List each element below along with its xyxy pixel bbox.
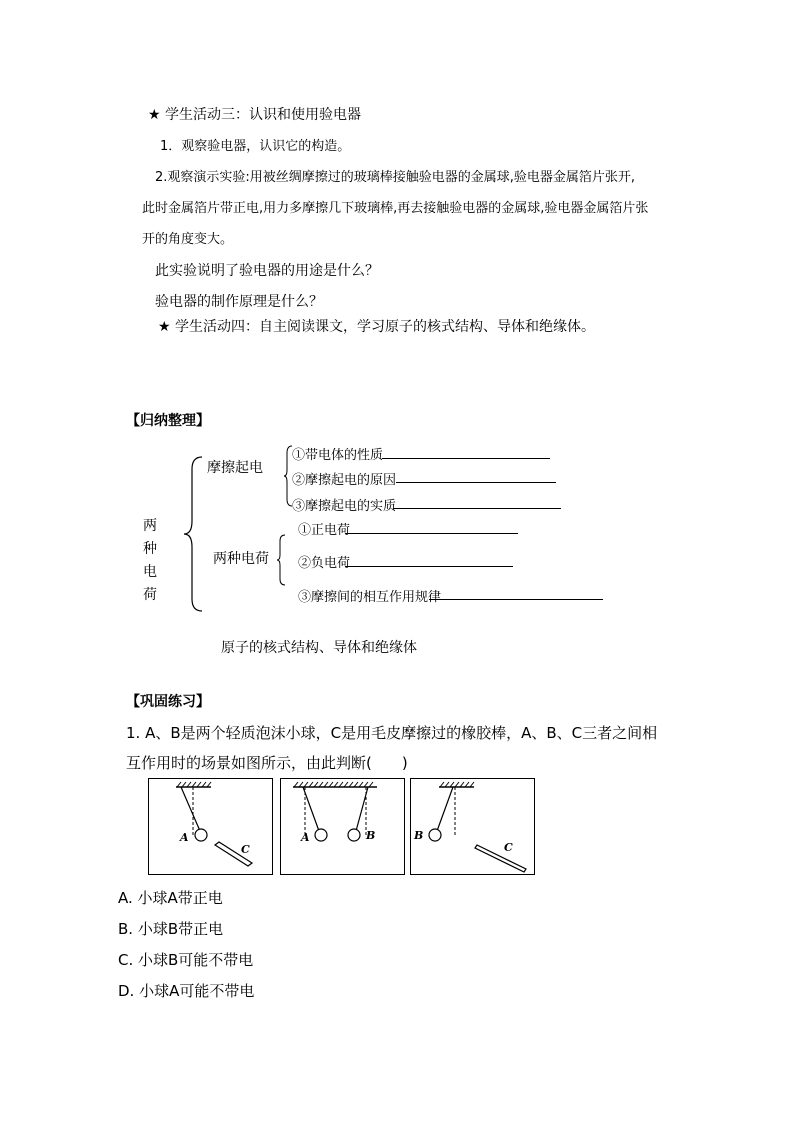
activity3-heading: ★ 学生活动三：认识和使用验电器	[148, 107, 362, 123]
root-char-2: 种	[143, 541, 157, 557]
figure-panel-3	[410, 778, 535, 875]
branch1-item3: ③摩擦起电的实质	[292, 499, 397, 514]
branch2-label: 两种电荷	[213, 551, 269, 567]
branch1-item2: ②摩擦起电的原因	[292, 473, 397, 488]
activity3-item2-line3: 开的角度变大。	[142, 232, 234, 247]
branch2-item2-blank	[345, 566, 513, 567]
activity3-item2-line2: 此时金属箔片带正电,用力多摩擦几下玻璃棒,再去接触验电器的金属球,验电器金属箔片张	[142, 201, 649, 216]
branch2-item2: ②负电荷	[298, 556, 351, 571]
option-d[interactable]: D. 小球A可能不带电	[118, 982, 255, 1000]
big-brace-icon	[182, 455, 204, 613]
figure-panel-1	[148, 778, 273, 875]
fig1-label-c: C	[241, 843, 250, 856]
fig2-label-a: A	[301, 831, 310, 844]
figure-panel-2	[280, 778, 405, 875]
root-char-4: 荷	[143, 587, 157, 603]
branch2-item1-blank	[345, 533, 518, 534]
small-brace-2-icon	[276, 534, 286, 586]
option-c[interactable]: C. 小球B可能不带电	[118, 951, 254, 969]
fig3-label-c: C	[504, 841, 513, 854]
branch1-item1-blank	[382, 458, 550, 459]
activity3-item1: 1．观察验电器，认识它的构造。	[160, 139, 351, 154]
branch2-item3: ③摩擦间的相互作用规律	[298, 590, 442, 605]
practice-question-line1: 1. A、B是两个轻质泡沫小球，C是用毛皮摩擦过的橡胶棒，A、B、C三者之间相	[126, 724, 658, 742]
activity3-question2: 验电器的制作原理是什么？	[155, 294, 323, 310]
root-char-1: 两	[143, 518, 157, 534]
branch2-item3-blank	[429, 599, 603, 600]
fig2-label-b: B	[366, 829, 376, 842]
activity3-question1: 此实验说明了验电器的用途是什么？	[155, 263, 379, 279]
activity4-heading: ★ 学生活动四：自主阅读课文，学习原子的核式结构、导体和绝缘体。	[158, 319, 595, 335]
branch1-item2-blank	[396, 482, 556, 483]
branch1-item1: ①带电体的性质	[292, 448, 384, 463]
option-a[interactable]: A. 小球A带正电	[118, 889, 223, 907]
fig1-label-a: A	[180, 831, 189, 844]
summary-heading: 【归纳整理】	[126, 413, 210, 429]
practice-heading: 【巩固练习】	[126, 694, 210, 710]
branch1-label: 摩擦起电	[207, 460, 263, 476]
option-b[interactable]: B. 小球B带正电	[118, 920, 224, 938]
summary-footer: 原子的核式结构、导体和绝缘体	[221, 640, 417, 656]
activity3-item2-line1: 2.观察演示实验:用被丝绸摩擦过的玻璃棒接触验电器的金属球,验电器金属箔片张开,	[155, 170, 636, 185]
fig3-label-b: B	[414, 829, 424, 842]
practice-question-line2: 互作用时的场景如图所示，由此判断( )	[126, 754, 408, 772]
branch2-item1: ①正电荷	[298, 523, 351, 538]
branch1-item3-blank	[393, 508, 561, 509]
root-char-3: 电	[143, 564, 157, 580]
